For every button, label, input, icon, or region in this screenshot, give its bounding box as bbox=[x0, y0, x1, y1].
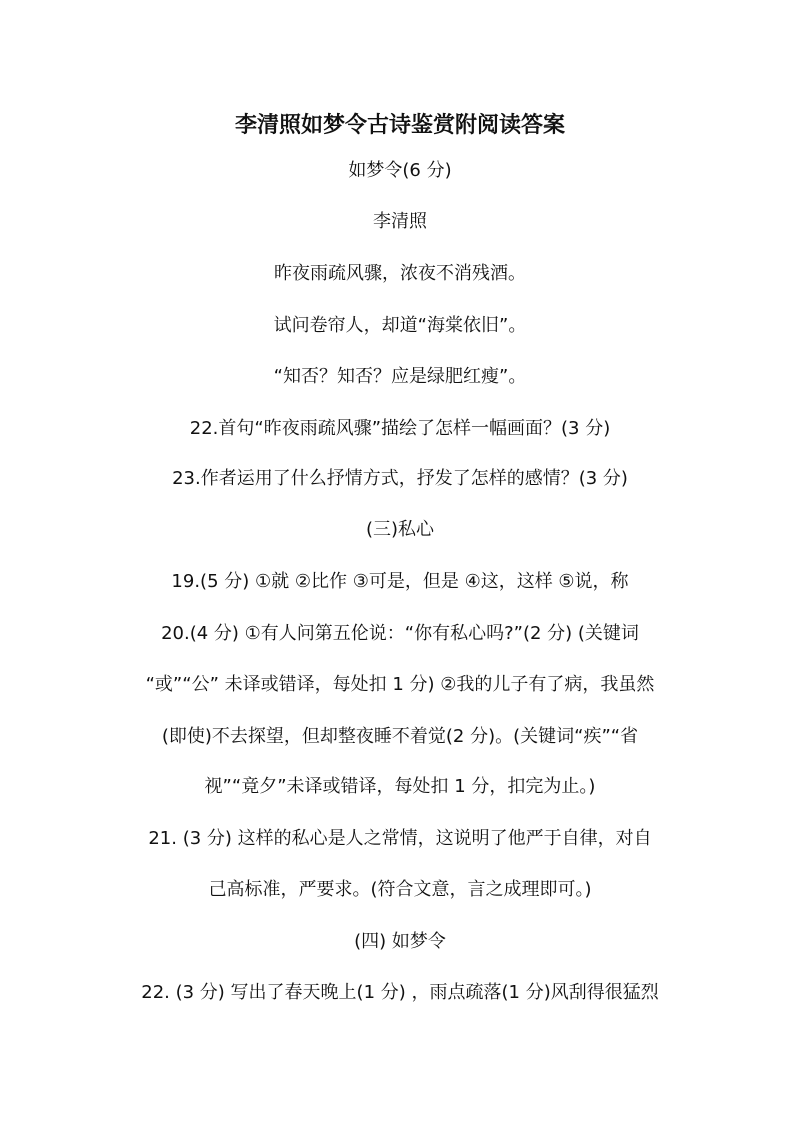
poem-author: 李清照 bbox=[373, 211, 427, 232]
poem-line: 昨夜雨疏风骤，浓夜不消残酒。 bbox=[274, 263, 526, 284]
section-heading: (三)私心 bbox=[365, 519, 435, 540]
poem-line: “知否？知否？应是绿肥红瘦”。 bbox=[273, 366, 527, 387]
question: 23.作者运用了什么抒情方式，抒发了怎样的感情？(3 分) bbox=[172, 468, 628, 489]
document-title: 李清照如梦令古诗鉴赏附阅读答案 bbox=[234, 112, 565, 138]
poem-heading: 如梦令(6 分) bbox=[348, 160, 452, 181]
answer-line: 22. (3 分) 写出了春天晚上(1 分) ，雨点疏落(1 分)风刮得很猛烈 bbox=[141, 982, 659, 1003]
answer-line: 21. (3 分) 这样的私心是人之常情，这说明了他严于自律，对自 bbox=[148, 828, 652, 849]
answer-line: 视”“竟夕”未译或错译，每处扣 1 分，扣完为止。) bbox=[204, 776, 596, 797]
answer-line: 19.(5 分) ①就 ②比作 ③可是，但是 ④这，这样 ⑤说，称 bbox=[171, 571, 629, 592]
answer-line: (即使)不去探望，但却整夜睡不着觉(2 分)。(关键词“疾”“省 bbox=[161, 726, 639, 747]
answer-line: “或”“公” 未译或错译，每处扣 1 分) ②我的儿子有了病，我虽然 bbox=[145, 674, 655, 695]
section-heading: (四) 如梦令 bbox=[354, 931, 446, 952]
poem-line: 试问卷帘人，却道“海棠依旧”。 bbox=[273, 315, 527, 336]
answer-line: 20.(4 分) ①有人问第五伦说：“你有私心吗?”(2 分) (关键词 bbox=[161, 623, 639, 644]
answer-line: 己高标准，严要求。(符合文意，言之成理即可。) bbox=[208, 879, 592, 900]
question: 22.首句“昨夜雨疏风骤”描绘了怎样一幅画面？(3 分) bbox=[189, 418, 611, 439]
